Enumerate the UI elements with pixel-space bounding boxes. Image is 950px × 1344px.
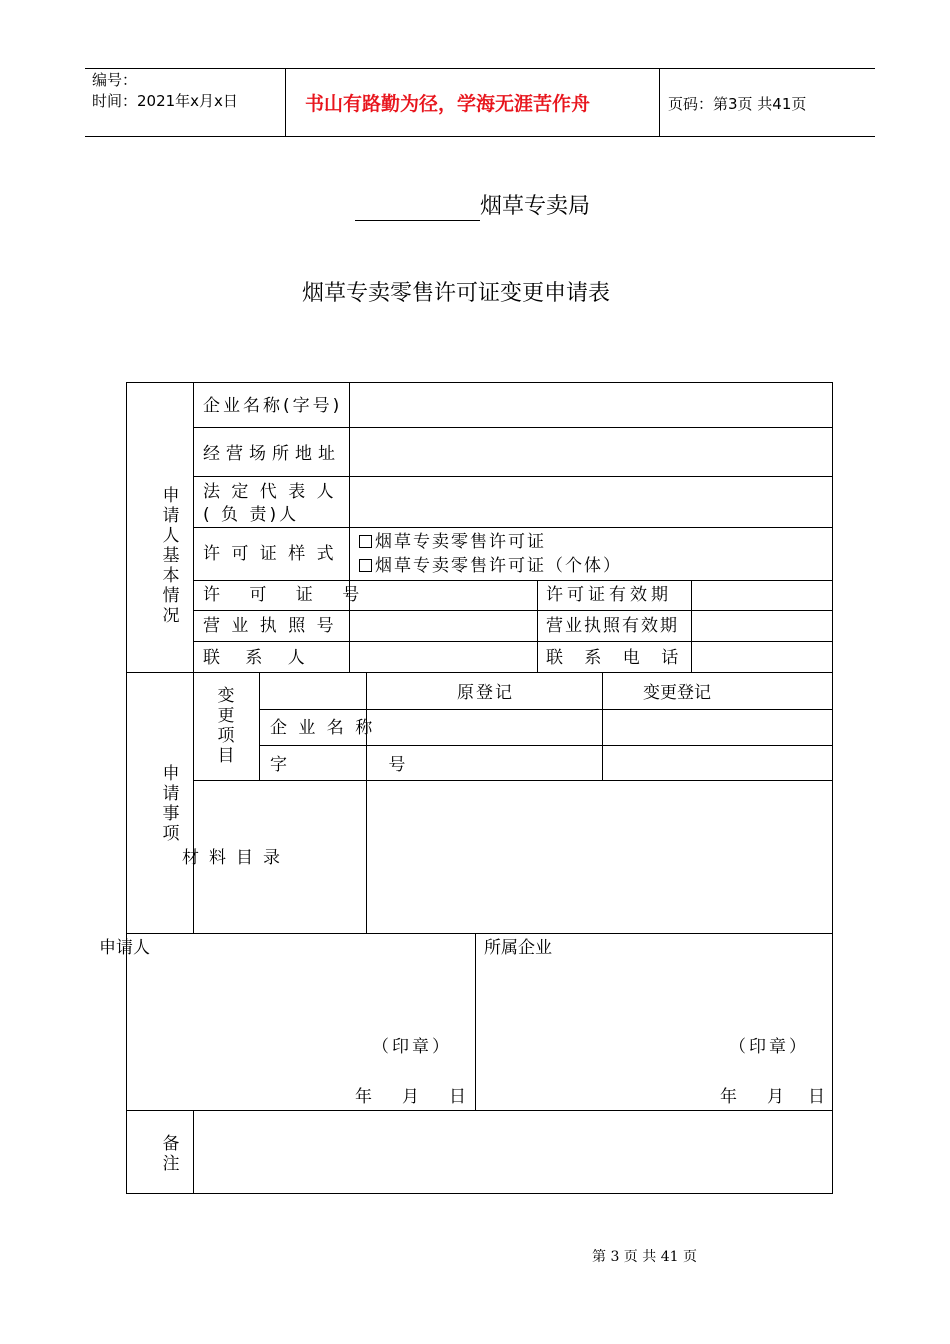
change-row-rule-2 [259,745,833,746]
change-row-rule-3 [193,780,833,781]
license-style-label: 许 可 证 样 式 [203,544,337,564]
header-time-label: 时间：2021年x月x日 [92,92,238,110]
header-top-rule [85,68,875,69]
applicant-sign-label: 申请人 [99,938,150,958]
mid-divider-b [691,580,692,672]
company-name-label: 企业名称(字号) [203,396,343,416]
change-row-rule-1 [259,709,833,710]
header-number-label: 编号： [92,71,138,89]
enterprise-seal-label[interactable]: （印章） [729,1037,809,1057]
license-number-label: 许 可 证 号 [203,585,372,605]
form-bottom-border [126,1193,833,1194]
license-option-2[interactable] [359,556,622,576]
materials-list-label: 材料目录 [182,848,290,868]
changed-registration-header: 变更登记 [643,683,711,703]
header-bottom-rule [85,136,875,137]
bureau-suffix: 烟草专卖局 [480,194,591,219]
form-top-border [126,382,833,383]
header-motto: 书山有路勤为径，学海无涯苦作舟 [305,93,591,115]
address-label: 经营场所地址 [203,444,341,464]
applicant-date [355,1087,466,1107]
changed-col-divider [602,672,603,780]
phone-label: 联 系 电 话 [546,648,687,668]
legal-rep-label-line2: ( 负 责)人 [203,505,300,525]
bureau-heading [355,193,590,221]
document-title: 烟草专卖零售许可证变更申请表 [302,281,611,306]
change-items-label: 变更项目 [217,686,235,766]
trade-name-label: 字 号 [270,755,454,775]
row-rule-2 [193,476,833,477]
form-left-border [126,382,127,934]
original-registration-header: 原登记 [457,683,514,703]
signature-divider [475,933,476,1111]
section-rule-2 [126,933,833,934]
license-option-1-checkbox[interactable] [359,535,372,548]
form-left-border-lower [126,934,127,1193]
applicant-day-label: 日 [449,1087,466,1107]
license-option-2-checkbox[interactable] [359,559,372,572]
row-rule-3 [193,527,833,528]
business-license-label: 营 业 执 照 号 [203,616,337,636]
license-option-1-text: 烟草专卖零售许可证 [375,532,546,552]
enterprise-date [720,1087,825,1107]
header-page-info: 页码：第3页 共41页 [668,95,807,113]
footer-page-number: 第 3 页 共 41 页 [592,1249,697,1265]
business-license-validity-label: 营业执照有效期 [546,616,679,636]
form-right-border [832,382,833,1194]
section-rule-1 [126,672,833,673]
legal-rep-label-line1: 法 定 代 表 人 [203,482,337,502]
row-rule-5 [193,610,833,611]
row-rule-1 [193,427,833,428]
section-applicant-label: 申请人基本情况 [162,486,180,626]
license-option-2-text: 烟草专卖零售许可证（个体） [375,556,622,576]
section-rule-3 [126,1110,833,1111]
mid-divider-a [537,580,538,672]
contact-label: 联 系 人 [203,648,315,668]
enterprise-day-label: 日 [808,1087,825,1107]
row-rule-6 [193,641,833,642]
applicant-month-label: 月 [402,1087,419,1107]
orig-col-divider [366,672,367,934]
change-items-divider [259,672,260,780]
enterprise-year-label: 年 [720,1087,737,1107]
applicant-year-label: 年 [355,1087,372,1107]
license-option-1[interactable] [359,532,546,552]
header-divider-left [285,68,286,136]
applicant-seal-label[interactable]: （印章） [372,1037,452,1057]
enterprise-sign-label: 所属企业 [484,938,552,958]
remarks-label: 备注 [162,1134,180,1174]
header-divider-right [659,68,660,136]
enterprise-name-label: 企 业 名 称 [270,718,376,738]
license-validity-label: 许可证有效期 [546,585,672,605]
remarks-divider [193,1110,194,1193]
section-request-label: 申请事项 [162,764,180,844]
bureau-name-blank[interactable] [355,196,480,221]
row-rule-4 [193,580,833,581]
enterprise-month-label: 月 [767,1087,784,1107]
